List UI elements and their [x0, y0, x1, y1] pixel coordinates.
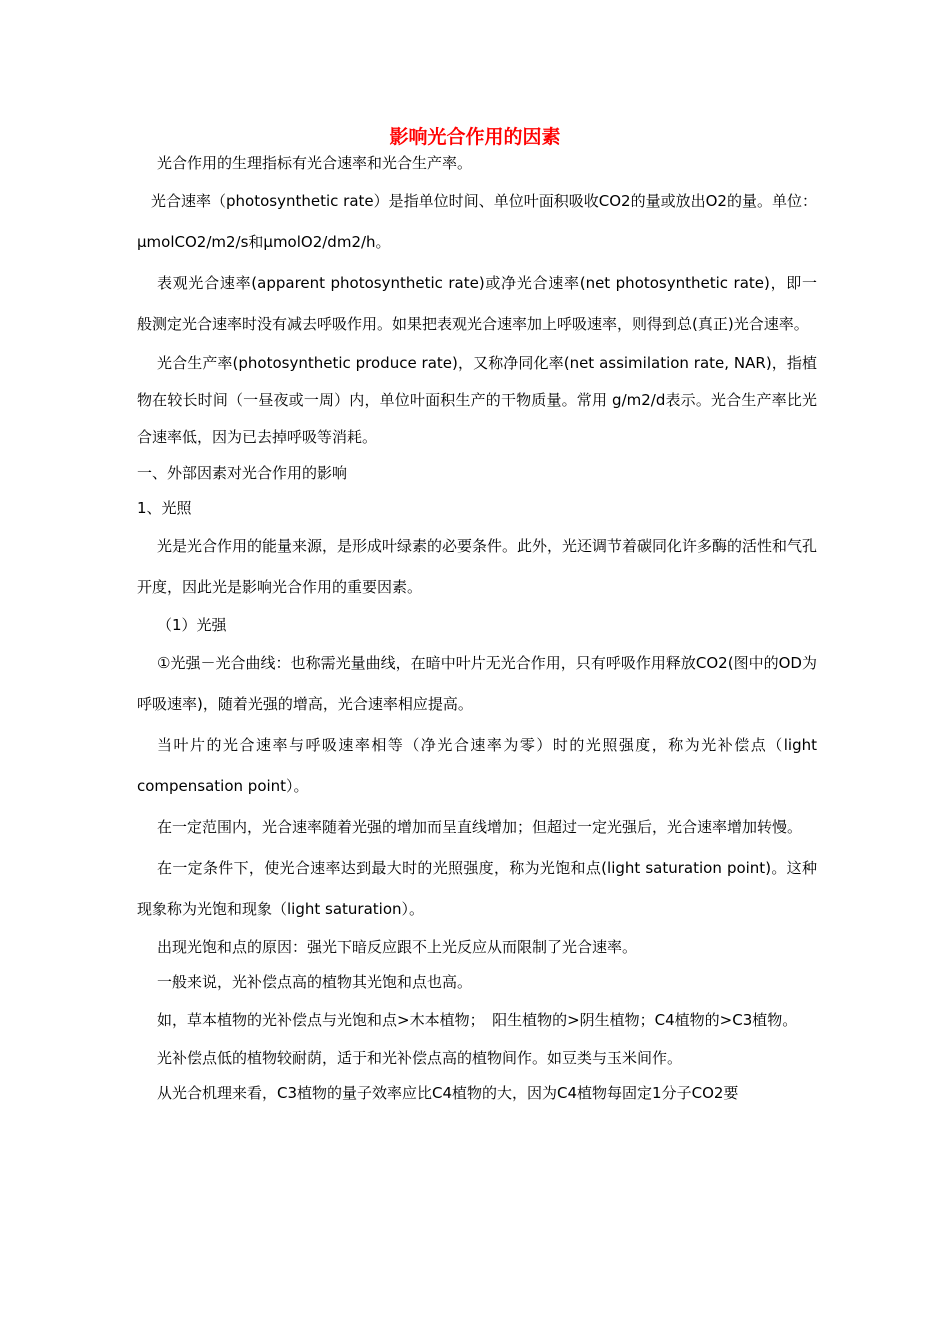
paragraph-quantum-efficiency: 从光合机理来看，C3植物的量子效率应比C4植物的大，因为C4植物每固定1分子CO2要 — [157, 1084, 739, 1102]
paragraph-produce-rate: 光合生产率(photosynthetic produce rate)，又称净同化率(net assimilation rate, NAR)，指植物在较长时间（一昼夜或一周）内，单位叶面积生产的干物质量。常用 g/m2/d表示。光合生产率比光合速率低，因为已去掉呼吸等消耗。 — [137, 354, 817, 446]
paragraph-light-energy: 光是光合作用的能量来源，是形成叶绿素的必要条件。此外，光还调节着碳同化许多酶的活性和气孔开度，因此光是影响光合作用的重要因素。 — [137, 537, 818, 596]
document-title: 影响光合作用的因素 — [389, 126, 561, 148]
paragraph-saturation-cause: 出现光饱和点的原因：强光下暗反应跟不上光反应从而限制了光合速率。 — [157, 938, 638, 956]
paragraph-saturation-point: 在一定条件下，使光合速率达到最大时的光照强度，称为光饱和点(light saturation point)。这种现象称为光饱和现象（light saturation）。 — [137, 859, 817, 918]
document-body — [137, 146, 817, 1111]
subsection-heading-light-intensity: （1）光强 — [157, 616, 227, 634]
paragraph-examples: 如，草本植物的光补偿点与光饱和点>木本植物； 阳生植物的>阴生植物；C4植物的>C3植物。 — [157, 1011, 798, 1029]
paragraph-compensation-point: 当叶片的光合速率与呼吸速率相等（净光合速率为零）时的光照强度，称为光补偿点（light compensation point）。 — [137, 736, 817, 795]
paragraph-apparent-rate: 表观光合速率(apparent photosynthetic rate)或净光合速率(net photosynthetic rate)，即一般测定光合速率时没有减去呼吸作用。如果把表观光合速率加上呼吸速率，则得到总(真正)光合速率。 — [137, 274, 817, 333]
paragraph-general-rule: 一般来说，光补偿点高的植物其光饱和点也高。 — [157, 973, 473, 991]
paragraph-linear-range: 在一定范围内，光合速率随着光强的增加而呈直线增加；但超过一定光强后，光合速率增加转慢。 — [157, 818, 803, 836]
subsection-heading-light: 1、光照 — [137, 499, 192, 517]
paragraph-intercropping: 光补偿点低的植物较耐荫，适于和光补偿点高的植物间作。如豆类与玉米间作。 — [157, 1049, 683, 1067]
paragraph-photosynthetic-rate: 光合速率（photosynthetic rate）是指单位时间、单位叶面积吸收CO2的量或放出O2的量。单位：μmolCO2/m2/s和μmolO2/dm2/h。 — [137, 192, 817, 251]
paragraph-light-curve: ①光强－光合曲线：也称需光量曲线，在暗中叶片无光合作用，只有呼吸作用释放CO2(图中的OD为呼吸速率)，随着光强的增高，光合速率相应提高。 — [137, 654, 817, 713]
section-heading-external-factors: 一、外部因素对光合作用的影响 — [137, 464, 348, 482]
paragraph-intro: 光合作用的生理指标有光合速率和光合生产率。 — [157, 154, 473, 172]
